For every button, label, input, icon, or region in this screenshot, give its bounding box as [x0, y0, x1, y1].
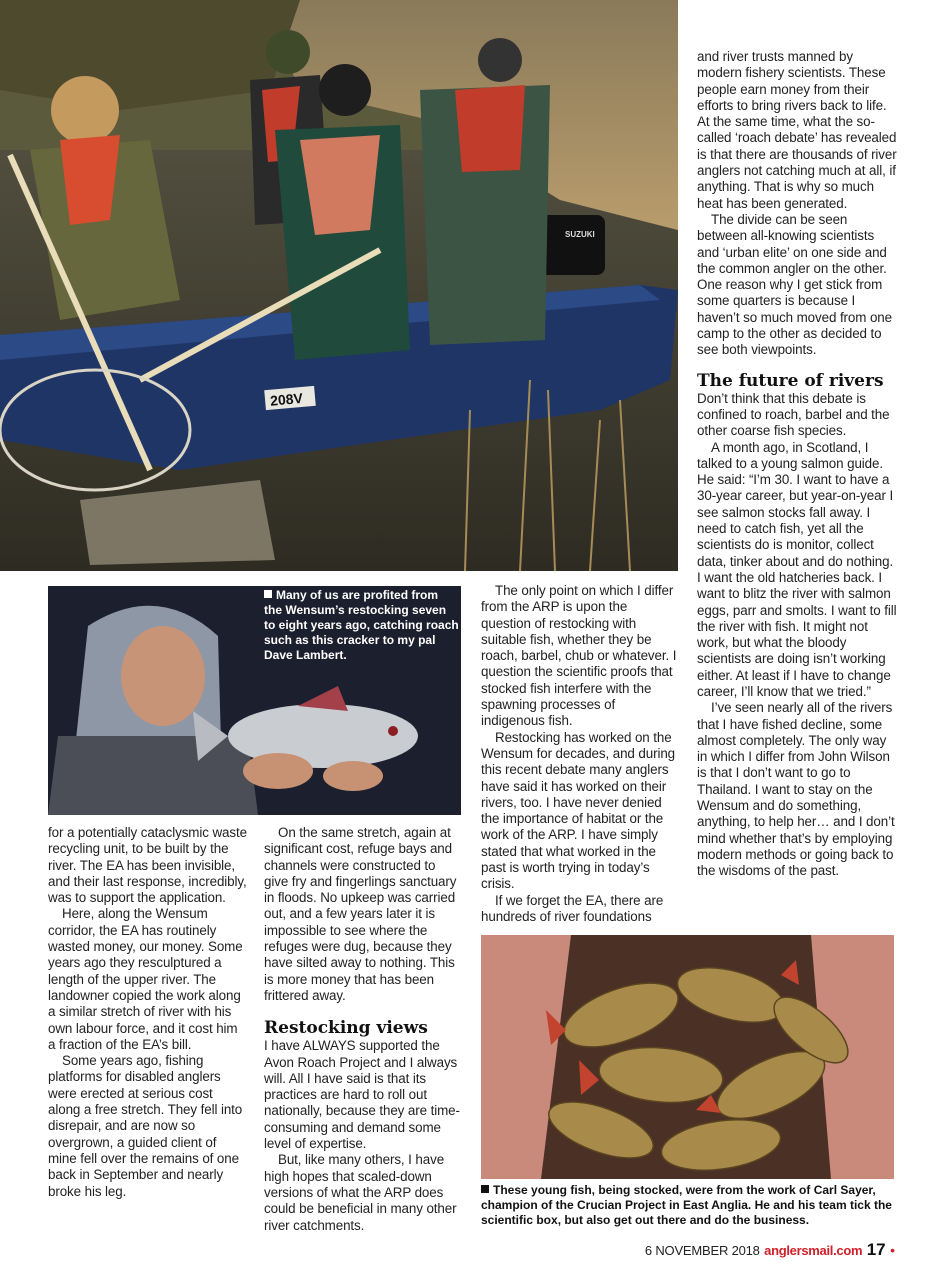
issue-date: 6 NOVEMBER 2018 [644, 1243, 760, 1258]
roach-photo [48, 586, 461, 815]
outboard-brand: SUZUKI [565, 230, 595, 239]
page-number: 17 [866, 1240, 886, 1259]
crucian-photo-caption-text: These young fish, being stocked, were from the work of Carl Sayer, champion of the Crucian Project in East Anglia. He and his team tick the scientific box, but also get out there and do the business. [481, 1183, 892, 1227]
paragraph: I’ve seen nearly all of the rivers that I have fished decline, some almost completely. The only way in which I differ from John Wilson is that I don’t want to go to Thailand. I want to stay on the Wensum and do something, anything, to help her… and I don’t mind whether that’s by employing modern methods or going back to the wisdoms of the past. [697, 700, 895, 879]
paragraph: The divide can be seen between all-knowing scientists and ‘urban elite’ on one side and the common angler on the other. One reason why I get stick from some quarters is because I haven’t so much moved from one camp to the other as decided to see both viewpoints. [697, 211, 892, 358]
article-column-4 [697, 49, 897, 880]
site-link[interactable]: anglersmail.com [764, 1243, 863, 1258]
paragraph: But, like many others, I have high hopes that scaled-down versions of what the ARP does could be beneficial in many other river catchments. [264, 1152, 457, 1233]
crucian-photo-illustration [481, 935, 894, 1179]
crucian-photo [481, 935, 894, 1179]
article-column-3 [481, 583, 679, 925]
boat-photo-illustration [0, 0, 678, 571]
paragraph: A month ago, in Scotland, I talked to a young salmon guide. He said: “I’m 30. I want to have a 30-year career, but year-on-year I see salmon stocks fall away. I need to catch fish, yet all the scientists do is monitor, collect data, tinker about and do nothing. I want the old hatcheries back. I want to blitz the river with salmon eggs, parr and smolts. I want to fill the river with fish. It might not work, but what the bloody scientists are doing isn’t working either. At least if I have to change career, I’ll know that we tried.” [697, 439, 897, 699]
paragraph: Restocking has worked on the Wensum for decades, and during this recent debate many anglers have said it has worked on their rivers, too. I have never denied the importance of habitat or the work of the ARP. I have simply stated that what worked in the past is worth trying in today’s crisis. [481, 729, 676, 892]
paragraph: for a potentially cataclysmic waste recycling unit, to be built by the river. The EA has been invisible, and their last response, incredibly, was to support the application. [48, 825, 247, 906]
roach-photo-caption [264, 588, 459, 663]
paragraph: If we forget the EA, there are hundreds of river foundations [481, 892, 664, 924]
roach-photo-caption-text: Many of us are profited from the Wensum’s restocking seven to eight years ago, catching roach such as this cracker to my pal Dave Lambert. [264, 588, 459, 662]
paragraph: On the same stretch, again at significant cost, refuge bays and channels were constructed to give fry and fingerlings sanctuary in floods. No upkeep was carried out, and a few years later it is impossible to see where the refuges were dug, because they have silted away to nothing. This is more money that has been frittered away. [264, 825, 457, 1003]
paragraph: and river trusts manned by modern fishery scientists. These people earn money from their efforts to bring rivers back to life. At the same time, what the so-called ‘roach debate’ has revealed is that there are thousands of river anglers not catching much at all, if anything. That is why so much heat has been generated. [697, 49, 897, 211]
paragraph: Some years ago, fishing platforms for disabled anglers were erected at serious cost along a free stretch. They fell into disrepair, and are now so overgrown, a guided client of mine fell over the remains of one back in September and nearly broke his leg. [48, 1053, 243, 1199]
footer-bullet: • [890, 1242, 895, 1258]
paragraph: The only point on which I differ from the ARP is upon the question of restocking with suitable fish, whether they be roach, barbel, chub or whatever. I question the scientific proofs that stocked fish interfere with the spawning processes of indigenous fish. [481, 583, 677, 729]
section-heading-future: The future of rivers [697, 370, 884, 391]
page-footer [560, 1240, 895, 1260]
boat-number: 208V [269, 389, 304, 409]
paragraph: I have ALWAYS supported the Avon Roach Project and I always will. All I have said is that its practices are hard to roll out nationally, because they are time-consuming and demand some level of expertise. [264, 1038, 460, 1152]
section-heading-restocking: Restocking views [264, 1018, 428, 1039]
article-column-2 [264, 825, 462, 1234]
crucian-photo-caption [481, 1183, 893, 1228]
caption-square-icon [264, 590, 272, 598]
caption-square-icon [481, 1185, 489, 1193]
paragraph: Don’t think that this debate is confined to roach, barbel and the other coarse fish species. [697, 390, 890, 439]
article-column-1 [48, 825, 248, 1200]
boat-photo [0, 0, 678, 571]
paragraph: Here, along the Wensum corridor, the EA has routinely wasted money, our money. Some years ago they resculptured a length of the upper river. The landowner copied the work along a similar stretch of river with his own labour force, and it cost him a fraction of the EA’s bill. [48, 906, 243, 1052]
